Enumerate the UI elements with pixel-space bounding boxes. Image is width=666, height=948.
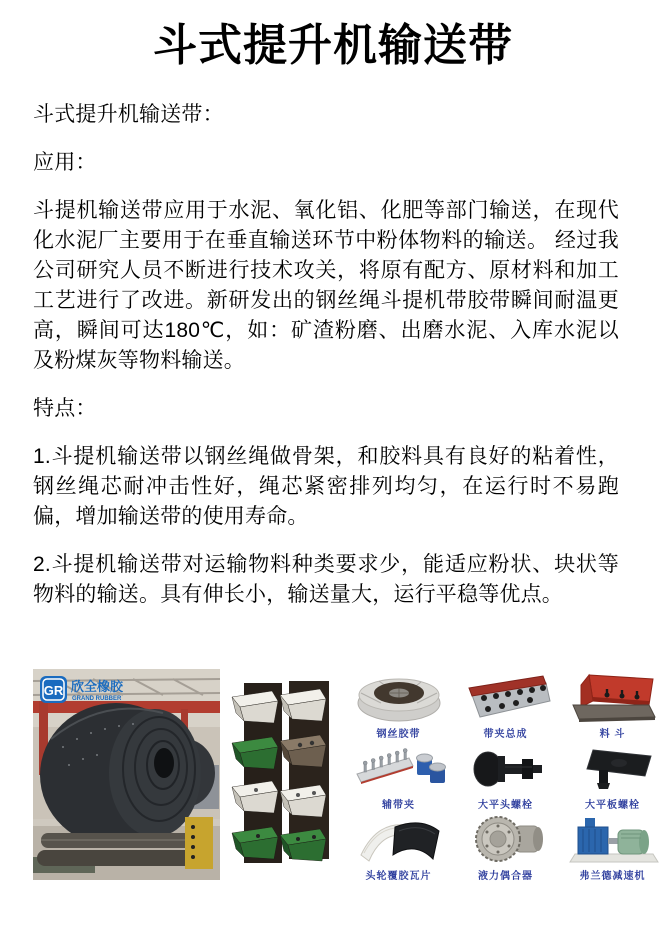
features-heading: 特点： (33, 397, 97, 420)
logo-name-en: GRAND RUBBER (72, 696, 122, 702)
flat-head-bolt-icon (458, 742, 554, 794)
steel-cord-belt-icon (351, 671, 447, 723)
logo-monogram: GR (43, 683, 64, 698)
product-label: 大平板螺栓 (585, 800, 640, 811)
product-card-aux-belt-clamp (345, 742, 452, 813)
application-paragraph: 斗提机输送带应用于水泥、氧化铝、化肥等部门输送，在现代化水泥厂主要用于在垂直输送环节中粉体物料的输送。 经过我公司研究人员不断进行技术攻关，将原有配方、原材料和加工工艺进行了改进。新研发出的钢丝绳斗提机带胶带瞬间耐温更高，瞬间可达180℃，如：矿渣粉磨、出磨水泥、入库水泥以及粉煤灰等物料输送。 (33, 199, 619, 372)
product-card-steel-cord-belt (345, 671, 452, 742)
belt-roll-photo (33, 669, 220, 880)
product-card-flat-plate-bolt (559, 742, 666, 813)
application-heading: 应用： (33, 151, 97, 174)
hopper-bucket-icon (565, 671, 661, 723)
bucket-panel-photo (228, 669, 345, 874)
belt-clamp-assembly-icon (458, 671, 554, 723)
logo-name-cn: 欣全橡胶 (71, 679, 124, 694)
aux-belt-clamp-icon (351, 742, 447, 794)
product-label: 大平头螺栓 (478, 800, 533, 811)
product-card-flat-head-bolt (452, 742, 559, 813)
flender-reducer-icon (565, 813, 661, 865)
fluid-coupling-icon (458, 813, 554, 865)
product-label: 辅带夹 (382, 800, 415, 811)
feature-item-2: 2.斗提机输送带对运输物料种类要求少，能适应粉状、块状等物料的输送。具有伸长小，输送量大，运行平稳等优点。 (33, 553, 619, 606)
product-card-fluid-coupling (452, 813, 559, 884)
product-label: 带夹总成 (483, 729, 528, 740)
flat-plate-bolt-icon (565, 742, 661, 794)
feature-item-1: 1.斗提机输送带以钢丝绳做骨架，和胶料具有良好的粘着性，钢丝绳芯耐冲击性好，绳芯紧密排列均匀，在运行时不易跑偏，增加输送带的使用寿命。 (33, 445, 619, 528)
product-label: 头轮覆胶瓦片 (365, 871, 432, 882)
product-label: 液力偶合器 (478, 871, 533, 882)
product-label: 料 斗 (599, 729, 626, 740)
article-body (33, 100, 619, 610)
head-pulley-lagging-icon (351, 813, 447, 865)
product-card-flender-reducer (559, 813, 666, 884)
product-page (0, 18, 666, 948)
accessories-grid (345, 669, 666, 884)
product-card-belt-clamp-assembly (452, 671, 559, 742)
product-card-head-pulley-lagging (345, 813, 452, 884)
product-label: 弗兰德减速机 (579, 871, 646, 882)
page-title: 斗式提升机输送带 (153, 21, 513, 70)
yellow-machine (185, 817, 213, 869)
product-card-hopper (559, 671, 666, 742)
product-label: 钢丝胶带 (376, 729, 421, 740)
intro-line: 斗式提升机输送带： (33, 103, 224, 126)
product-gallery (33, 669, 666, 894)
grand-rubber-logo (40, 676, 124, 703)
